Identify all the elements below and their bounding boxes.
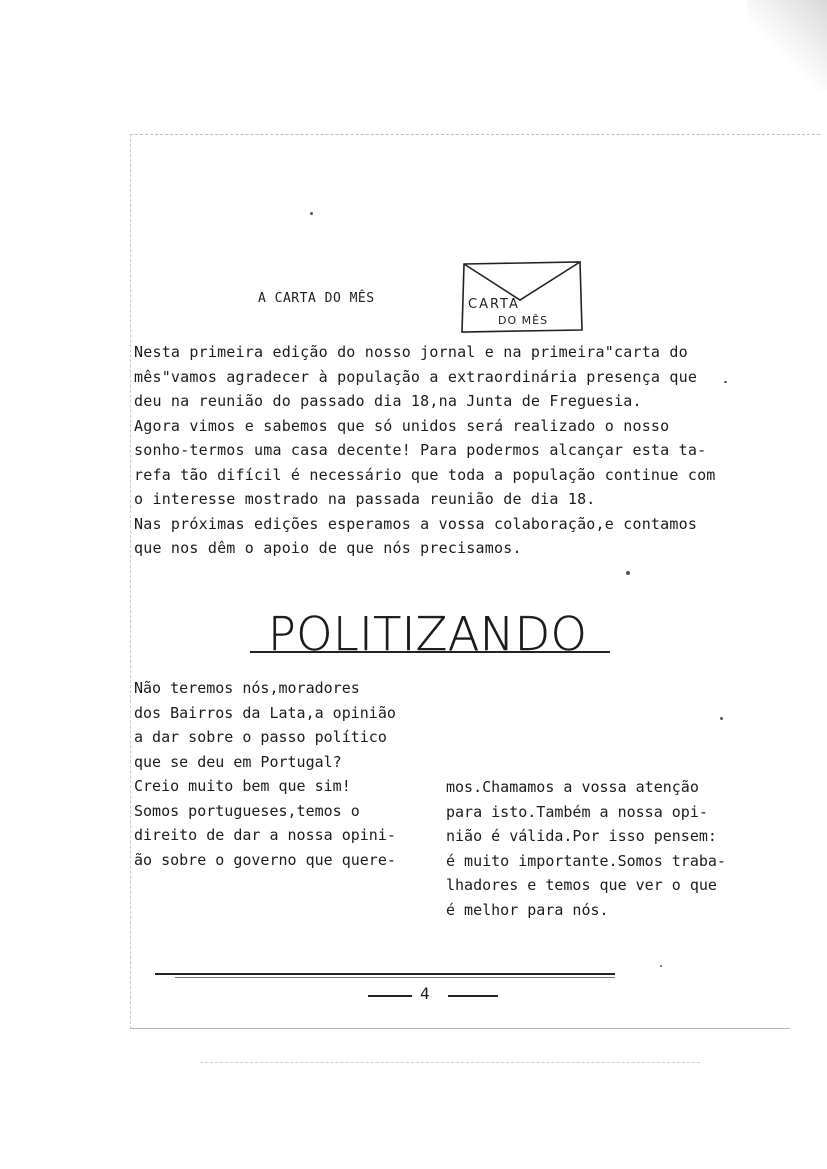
footer-rule (155, 973, 615, 975)
page-number: 4 (420, 984, 430, 1003)
letter-line: que nos dêm o apoio de que nós precisamos. (134, 539, 522, 557)
footer-rule (175, 977, 615, 978)
page-corner-fold (747, 0, 827, 90)
article-line: nião é válida.Por isso pensem: (446, 827, 717, 845)
letter-line: o interesse mostrado na passada reunião de dia 18. (134, 490, 596, 508)
article-line: lhadores e temos que ver o que (446, 876, 717, 894)
article-line: Não teremos nós,moradores (134, 679, 360, 697)
letter-line: sonho-termos uma casa decente! Para podermos alcançar esta ta- (134, 441, 707, 459)
article-line: Somos portugueses,temos o (134, 801, 360, 820)
article-line: ão sobre o governo que quere- (134, 850, 396, 869)
page-number-dash (368, 995, 412, 997)
page-edge (130, 134, 820, 135)
section-title: A CARTA DO MÊS (258, 291, 375, 306)
ink-speck (724, 381, 727, 383)
article-line: que se deu em Portugal? (134, 752, 342, 771)
envelope-label: CARTA (468, 297, 520, 312)
article-line: é melhor para nós. (446, 900, 609, 919)
ink-speck (626, 571, 630, 575)
page-edge (200, 1062, 700, 1063)
page-edge (130, 1028, 790, 1029)
article-line: é muito importante.Somos traba- (446, 851, 726, 870)
letter-line: Nas próximas edições esperamos a vossa colaboração,e contamos (134, 514, 698, 533)
letter-line: Nesta primeira edição do nosso jornal e na primeira"carta do (134, 343, 688, 361)
page-number-dash (448, 995, 498, 997)
envelope-label: DO MÊS (498, 314, 549, 327)
ink-speck (660, 965, 662, 967)
article-line: a dar sobre o passo político (134, 728, 387, 746)
letter-line: deu na reunião do passado dia 18,na Junta de Freguesia. (134, 392, 642, 410)
article-left-column (134, 676, 414, 872)
ink-speck (310, 212, 313, 215)
letter-line: Agora vimos e sabemos que só unidos será realizado o nosso (134, 416, 670, 435)
page-number-block (368, 984, 508, 1006)
letter-line: mês"vamos agradecer à população a extraordinária presença que (134, 367, 698, 386)
article-line: para isto.Também a nossa opi- (446, 802, 708, 821)
article-line: mos.Chamamos a vossa atenção (446, 778, 699, 796)
letter-line: refa tão difícil é necessário que toda a população continue com (134, 465, 716, 484)
banner-underline (250, 651, 610, 653)
page-edge (130, 134, 131, 1029)
politizando-banner: POLITIZANDO (268, 607, 588, 661)
envelope-icon (458, 258, 588, 338)
letter-body (134, 340, 724, 561)
article-right-column (446, 775, 746, 922)
article-line: dos Bairros da Lata,a opinião (134, 703, 396, 722)
ink-speck (720, 717, 723, 720)
article-line: Creio muito bem que sim! (134, 777, 351, 795)
article-line: direito de dar a nossa opini- (134, 826, 396, 844)
